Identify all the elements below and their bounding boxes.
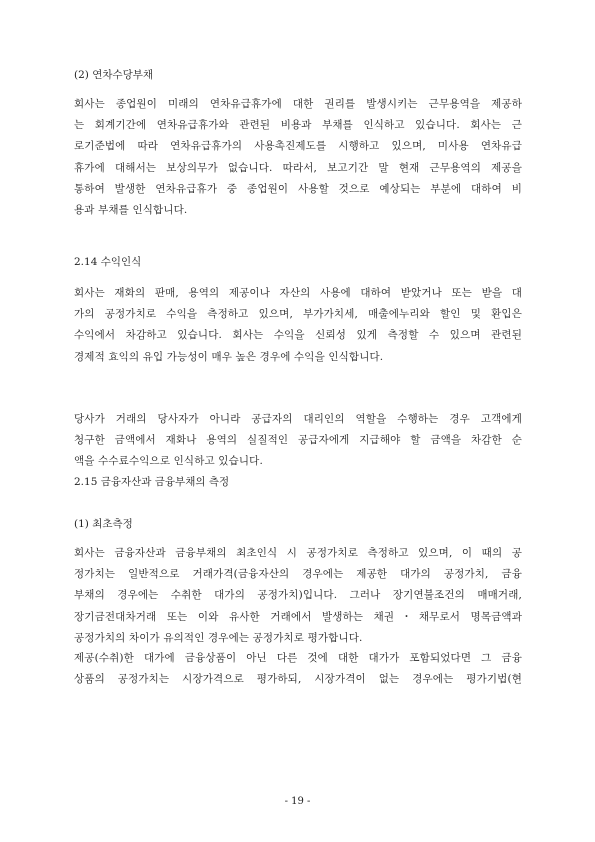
text-line: 휴가에 대해서는 보상의무가 없습니다. 따라서, 보고기간 말 현재 근무용역의 제공을	[74, 161, 522, 174]
text-line: 장기금전대차거래 또는 이와 유사한 거래에서 발생하는 채권・채무로서 명목금액과	[74, 610, 522, 623]
paragraph-annual-leave	[74, 94, 522, 221]
paragraph-revenue-2	[74, 409, 522, 473]
text-line: 제공(수취)한 대가에 금융상품이 아닌 다른 것에 대한 대가가 포함되었다면 그 금융	[74, 652, 522, 664]
text-line: 용과 부채를 인식합니다.	[74, 204, 188, 217]
text-line: 회사는 종업원이 미래의 연차유급휴가에 대한 권리를 발생시키는 근무용역을 제공하	[74, 98, 522, 110]
text-line: 경제적 효익의 유입 가능성이 매우 높은 경우에 수익을 인식합니다.	[74, 350, 384, 363]
subsection-heading-initial-measurement: (1) 최초측정	[74, 518, 133, 530]
text-line: 액을 수수료수익으로 인식하고 있습니다.	[74, 455, 263, 468]
section-heading-financial-measurement: 2.15 금융자산과 금융부채의 측정	[74, 476, 230, 488]
text-line: 통하여 발생한 연차유급휴가 중 종업원이 사용할 것으로 예상되는 부분에 대하여 비	[74, 182, 522, 195]
text-line: 수익에서 차감하고 있습니다. 회사는 수익을 신뢰성 있게 측정할 수 있으며 관련된	[74, 329, 522, 342]
text-line: 상품의 공정가치는 시장가격으로 평가하되, 시장가격이 없는 경우에는 평가기법(현	[74, 673, 522, 686]
text-line: 로기준법에 따라 연차유급휴가의 사용촉진제도를 시행하고 있으며, 미사용 연차유급	[74, 140, 522, 153]
paragraph-initial-measurement-2	[74, 648, 522, 690]
text-line: 청구한 금액에서 재화나 용역의 실질적인 공급자에게 지급해야 할 금액을 차감한 순	[74, 434, 522, 447]
text-line: 정가치는 일반적으로 거래가격(금융자산의 경우에는 제공한 대가의 공정가치, 금융	[74, 568, 522, 581]
page-number: - 19 -	[284, 796, 311, 807]
text-line: 가의 공정가치로 수익을 측정하고 있으며, 부가가치세, 매출에누리와 할인 및 환입은	[74, 308, 522, 321]
section-heading-revenue: 2.14 수익인식	[74, 256, 142, 268]
text-line: 는 회계기간에 연차유급휴가와 관련된 비용과 부채를 인식하고 있습니다. 회사는 근	[74, 119, 522, 132]
text-line: 부채의 경우에는 수취한 대가의 공정가치)입니다. 그러나 장기연불조건의 매매거래,	[74, 589, 522, 602]
text-line: 회사는 금융자산과 금융부채의 최초인식 시 공정가치로 측정하고 있으며, 이 때의 공	[74, 547, 522, 559]
paragraph-revenue-1	[74, 283, 522, 368]
text-line: 공정가치의 차이가 유의적인 경우에는 공정가치로 평가합니다.	[74, 631, 363, 644]
text-line: 회사는 재화의 판매, 용역의 제공이나 자산의 사용에 대하여 받았거나 또는 받을 대	[74, 287, 522, 299]
text-line: 당사가 거래의 당사자가 아니라 공급자의 대리인의 역할을 수행하는 경우 고객에게	[74, 413, 522, 425]
paragraph-initial-measurement-1	[74, 543, 522, 649]
section-heading-annual-leave: (2) 연차수당부채	[74, 69, 154, 81]
